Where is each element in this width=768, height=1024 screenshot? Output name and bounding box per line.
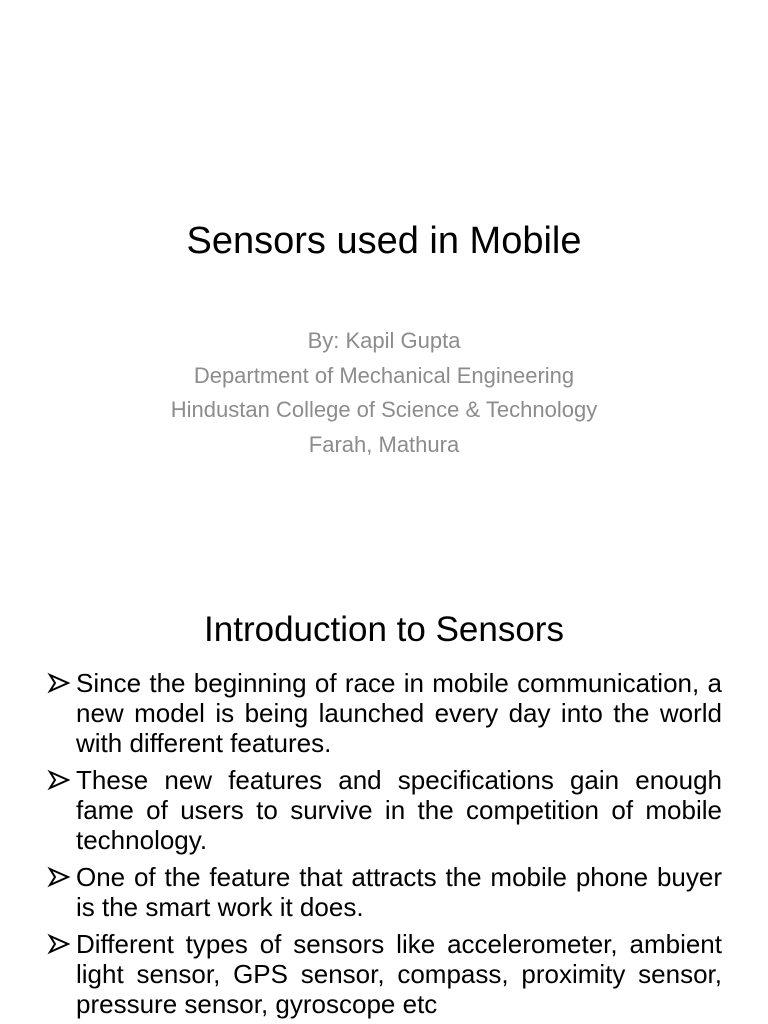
slide-title: Sensors used in Mobile [186, 220, 582, 262]
bullet-text: Different types of sensors like accelerometer, ambient light sensor, GPS sensor, compass, proximity sensor, pressure sensor, gyroscope etc [76, 929, 722, 1019]
slide-title: Introduction to Sensors [204, 610, 564, 649]
arrow-bullet-icon [47, 929, 71, 959]
department-line: Department of Mechanical Engineering [193, 362, 575, 388]
slide-subtitle [0, 324, 768, 462]
author-line: By: Kapil Gupta [307, 328, 461, 353]
bullet-list [46, 668, 722, 1024]
arrow-bullet-icon [47, 862, 71, 892]
college-line: Hindustan College of Science & Technology [170, 397, 598, 422]
bullet-item [46, 765, 722, 855]
arrow-bullet-icon [47, 668, 71, 698]
bullet-text: Since the beginning of race in mobile communication, a new model is being launched every day into the world with different features. [76, 668, 722, 758]
bullet-text: One of the feature that attracts the mobile phone buyer is the smart work it does. [76, 862, 722, 922]
arrow-bullet-icon [47, 765, 71, 795]
bullet-item [46, 862, 722, 922]
bullet-item [46, 668, 722, 758]
bullet-item [46, 929, 722, 1019]
location-line: Farah, Mathura [308, 431, 460, 457]
content-slide [0, 576, 768, 1024]
bullet-text: These new features and specifications gain enough fame of users to survive in the competition of mobile technology. [76, 765, 722, 855]
